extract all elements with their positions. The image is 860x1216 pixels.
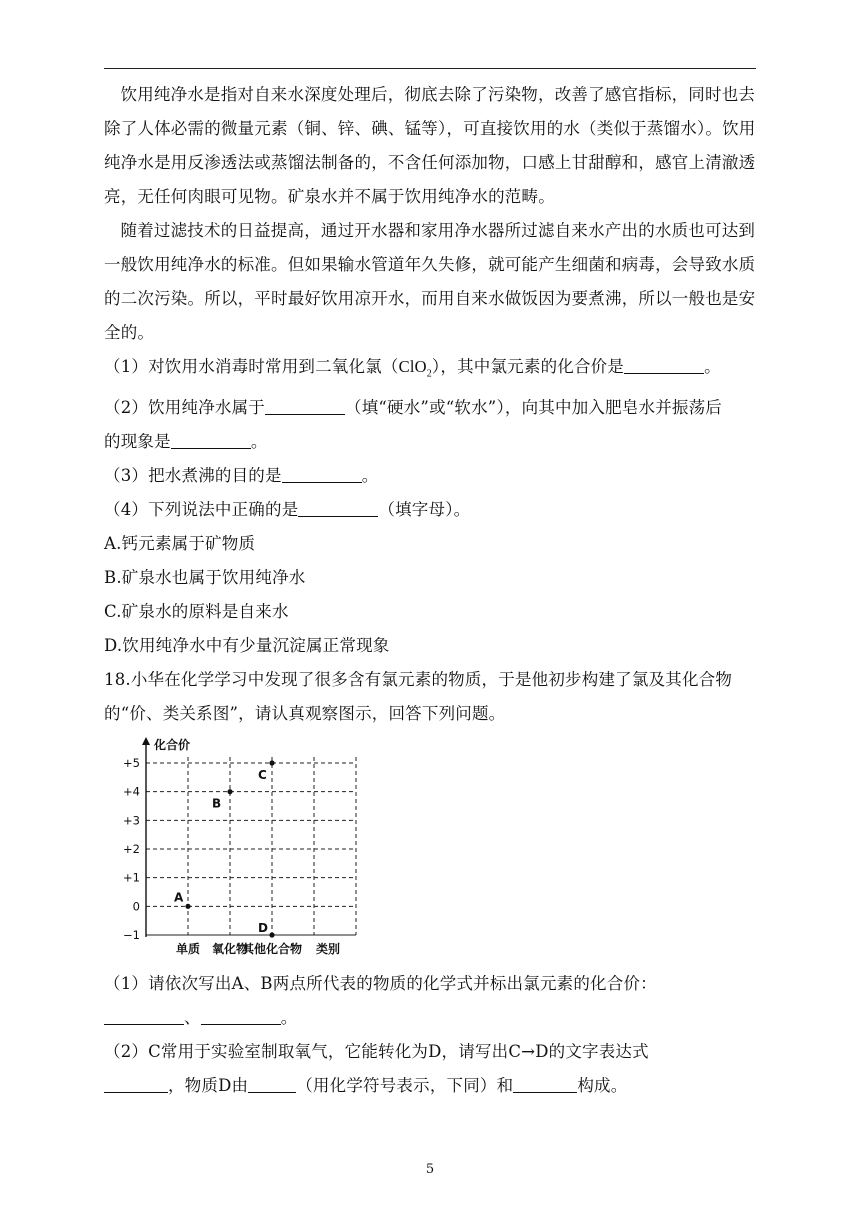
y-tick-label: +1	[123, 870, 140, 885]
y-tick-label: +5	[123, 756, 140, 771]
data-point	[227, 789, 232, 794]
y-axis-arrow-icon	[142, 737, 150, 745]
header-rule	[104, 68, 756, 69]
y-axis-label: 化合价	[154, 738, 191, 753]
q18-intro: 18.小华在化学学习中发现了很多含有氯元素的物质，于是他初步构建了氯及其化合物的“价、类关系图”，请认真观察图示，回答下列问题。	[104, 670, 733, 724]
q17-subquestion-4: （4）下列说法中正确的是 （填字母）。	[104, 493, 756, 527]
option-b: B.矿泉水也属于饮用纯净水	[104, 568, 306, 588]
q17-subquestion-3: （3）把水煮沸的目的是 。	[104, 459, 756, 493]
answer-blank[interactable]	[265, 394, 345, 415]
y-tick-label: +3	[123, 813, 140, 828]
point-label: B	[212, 796, 222, 811]
answer-blank[interactable]	[104, 1004, 184, 1025]
answer-blank[interactable]	[201, 1004, 281, 1025]
page-content	[104, 78, 756, 1103]
y-tick-label: −1	[123, 928, 140, 943]
chlorine-dioxide-formula: ClO$_2$	[398, 357, 432, 380]
point-label: D	[258, 921, 268, 936]
y-tick-label: 0	[132, 899, 140, 914]
x-category-label: 其他化合物	[241, 942, 303, 957]
chart-svg	[114, 735, 404, 967]
q17-subquestion-2: （2）饮用纯净水属于 （填“硬水”或“软水”），向其中加入肥皂水并振荡后 的现象是 。	[104, 391, 756, 459]
answer-blank[interactable]	[282, 462, 362, 483]
x-axis-label: 类别	[315, 942, 341, 957]
answer-blank[interactable]	[513, 1072, 577, 1093]
option-d: D.饮用纯净水中有少量沉淀属正常现象	[104, 636, 390, 656]
q18-subquestion-2: （2）C常用于实验室制取氧气，它能转化为D，请写出C→D的文字表达式 ，物质D由 （用化学符号表示，下同）和 构成。	[104, 1042, 649, 1096]
q17-subquestion-1: （1）对饮用水消毒时常用到二氧化氯（ClO$_2$），其中氯元素的化合价是 。	[104, 350, 756, 391]
answer-blank[interactable]	[171, 428, 251, 449]
passage-paragraph-2: 随着过滤技术的日益提高，通过开水器和家用净水器所过滤自来水产出的水质也可达到一般饮用纯净水的标准。但如果输水管道年久失修，就可能产生细菌和病毒，会导致水质的二次污染。所以，平时最好饮用凉开水，而用自来水做饭因为要煮沸，所以一般也是安全的。	[104, 221, 756, 342]
point-label: C	[258, 768, 267, 783]
y-tick-label: +4	[123, 784, 140, 799]
passage-paragraph-1: 饮用纯净水是指对自来水深度处理后，彻底去除了污染物，改善了感官指标，同时也去除了人体必需的微量元素（铜、锌、碘、锰等），可直接饮用的水（类似于蒸馏水）。饮用纯净水是用反渗透法或蒸馏法制备的，不含任何添加物，口感上甘甜醇和，感官上清澈透亮，无任何肉眼可见物。矿泉水并不属于饮用纯净水的范畴。	[104, 85, 756, 206]
x-category-label: 单质	[175, 942, 201, 957]
x-category-label: 氧化物	[211, 942, 249, 957]
data-point	[269, 933, 274, 938]
q18-subquestion-1: （1）请依次写出A、B两点所代表的物质的化学式并标出氯元素的化合价： 、 。	[104, 974, 657, 1028]
valence-category-chart	[104, 731, 756, 967]
option-c: C.矿泉水的原料是自来水	[104, 602, 289, 622]
data-point	[269, 761, 274, 766]
answer-blank[interactable]	[248, 1072, 296, 1093]
page-number: 5	[425, 1162, 435, 1177]
y-tick-label: +2	[123, 842, 140, 857]
answer-blank[interactable]	[298, 496, 378, 517]
answer-blank[interactable]	[104, 1072, 168, 1093]
answer-blank[interactable]	[624, 353, 704, 374]
data-point	[185, 904, 190, 909]
option-a: A.钙元素属于矿物质	[104, 534, 256, 554]
point-label: A	[174, 890, 184, 905]
